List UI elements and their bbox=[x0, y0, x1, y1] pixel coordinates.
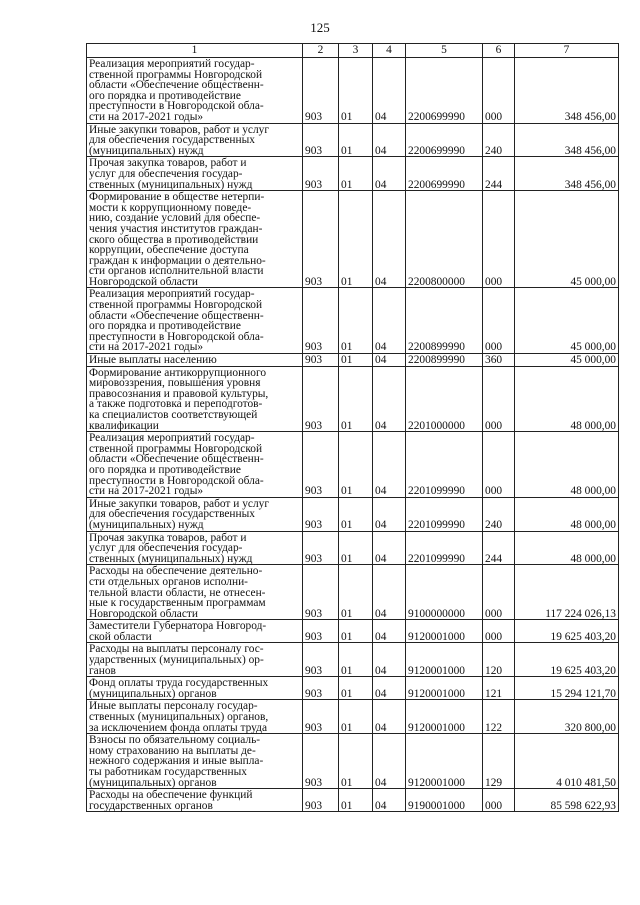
row-code-subsection: 04 bbox=[373, 620, 406, 643]
row-code-section: 01 bbox=[339, 432, 373, 498]
row-name: Реализация мероприятий государ- ственной программы Новгородской области «Обеспечение общественн- ого порядка и противодействие преступности в Новгородской обла- сти на 2017-2021 годы» bbox=[87, 58, 303, 124]
row-code-admin: 903 bbox=[303, 700, 339, 734]
table-row bbox=[87, 643, 619, 677]
row-code-subsection: 04 bbox=[373, 157, 406, 191]
row-code-admin: 903 bbox=[303, 123, 339, 157]
row-code-type: 244 bbox=[483, 157, 515, 191]
row-code-admin: 903 bbox=[303, 354, 339, 367]
table-row bbox=[87, 789, 619, 812]
table-row bbox=[87, 354, 619, 367]
row-name: Иные выплаты населению bbox=[87, 354, 303, 367]
row-name: Расходы на обеспечение деятельно- сти отдельных органов исполни- тельной власти области, не отнесен- ные к государственным программам Новгородской области bbox=[87, 565, 303, 620]
row-code-subsection: 04 bbox=[373, 58, 406, 124]
row-code-section: 01 bbox=[339, 643, 373, 677]
row-code-target: 2200699990 bbox=[406, 123, 483, 157]
row-code-subsection: 04 bbox=[373, 677, 406, 700]
row-name: Иные закупки товаров, работ и услуг для обеспечения государственных (муниципальных) нужд bbox=[87, 123, 303, 157]
row-amount: 45 000,00 bbox=[515, 288, 619, 354]
header-col-7: 7 bbox=[515, 44, 619, 58]
row-code-admin: 903 bbox=[303, 432, 339, 498]
row-amount: 348 456,00 bbox=[515, 157, 619, 191]
row-code-section: 01 bbox=[339, 157, 373, 191]
row-code-type: 000 bbox=[483, 191, 515, 288]
table-row bbox=[87, 677, 619, 700]
row-code-subsection: 04 bbox=[373, 366, 406, 432]
row-code-section: 01 bbox=[339, 531, 373, 565]
row-code-target: 2200699990 bbox=[406, 58, 483, 124]
row-code-subsection: 04 bbox=[373, 565, 406, 620]
row-code-subsection: 04 bbox=[373, 354, 406, 367]
row-code-type: 000 bbox=[483, 366, 515, 432]
row-name: Расходы на обеспечение функций государственных органов bbox=[87, 789, 303, 812]
row-amount: 348 456,00 bbox=[515, 58, 619, 124]
row-code-section: 01 bbox=[339, 677, 373, 700]
row-code-target: 9120001000 bbox=[406, 700, 483, 734]
row-name: Взносы по обязательному социаль- ному страхованию на выплаты де- нежного содержания и иные выпла- ты работникам государственных (муниципальных) органов bbox=[87, 734, 303, 789]
row-code-section: 01 bbox=[339, 700, 373, 734]
row-code-admin: 903 bbox=[303, 58, 339, 124]
table-row bbox=[87, 565, 619, 620]
row-code-section: 01 bbox=[339, 789, 373, 812]
row-amount: 348 456,00 bbox=[515, 123, 619, 157]
row-code-subsection: 04 bbox=[373, 734, 406, 789]
row-code-target: 2201099990 bbox=[406, 432, 483, 498]
row-amount: 48 000,00 bbox=[515, 432, 619, 498]
row-name: Иные выплаты персоналу государ- ственных (муниципальных) органов, за исключением фонда оплаты труда bbox=[87, 700, 303, 734]
row-amount: 117 224 026,13 bbox=[515, 565, 619, 620]
row-code-target: 2200699990 bbox=[406, 157, 483, 191]
row-code-admin: 903 bbox=[303, 643, 339, 677]
row-code-admin: 903 bbox=[303, 734, 339, 789]
row-code-subsection: 04 bbox=[373, 531, 406, 565]
row-amount: 15 294 121,70 bbox=[515, 677, 619, 700]
row-code-target: 9120001000 bbox=[406, 734, 483, 789]
row-amount: 19 625 403,20 bbox=[515, 643, 619, 677]
row-name: Иные закупки товаров, работ и услуг для обеспечения государственных (муниципальных) нужд bbox=[87, 497, 303, 531]
row-code-admin: 903 bbox=[303, 157, 339, 191]
row-code-admin: 903 bbox=[303, 531, 339, 565]
row-amount: 45 000,00 bbox=[515, 354, 619, 367]
row-code-admin: 903 bbox=[303, 677, 339, 700]
row-name: Фонд оплаты труда государственных (муниципальных) органов bbox=[87, 677, 303, 700]
row-code-type: 244 bbox=[483, 531, 515, 565]
row-code-target: 2201099990 bbox=[406, 531, 483, 565]
row-code-section: 01 bbox=[339, 620, 373, 643]
row-code-target: 9100000000 bbox=[406, 565, 483, 620]
table-row bbox=[87, 58, 619, 124]
row-code-type: 120 bbox=[483, 643, 515, 677]
row-code-type: 000 bbox=[483, 620, 515, 643]
table-row bbox=[87, 123, 619, 157]
row-code-subsection: 04 bbox=[373, 288, 406, 354]
row-code-type: 122 bbox=[483, 700, 515, 734]
row-code-section: 01 bbox=[339, 354, 373, 367]
row-code-target: 2201099990 bbox=[406, 497, 483, 531]
row-code-admin: 903 bbox=[303, 366, 339, 432]
row-code-section: 01 bbox=[339, 288, 373, 354]
row-amount: 4 010 481,50 bbox=[515, 734, 619, 789]
row-name: Прочая закупка товаров, работ и услуг для обеспечения государ- ственных (муниципальных) нужд bbox=[87, 157, 303, 191]
row-code-subsection: 04 bbox=[373, 191, 406, 288]
table-row bbox=[87, 432, 619, 498]
row-code-target: 9120001000 bbox=[406, 620, 483, 643]
row-code-admin: 903 bbox=[303, 288, 339, 354]
table-row bbox=[87, 734, 619, 789]
header-col-4: 4 bbox=[373, 44, 406, 58]
row-amount: 45 000,00 bbox=[515, 191, 619, 288]
budget-table bbox=[86, 43, 619, 812]
row-code-type: 360 bbox=[483, 354, 515, 367]
row-code-section: 01 bbox=[339, 497, 373, 531]
header-col-6: 6 bbox=[483, 44, 515, 58]
header-col-5: 5 bbox=[406, 44, 483, 58]
row-name: Формирование антикоррупционного мировоззрения, повышения уровня правосознания и правовой культуры, а также подготовка и переподготов- ка специалистов соответствующей квалификации bbox=[87, 366, 303, 432]
row-amount: 19 625 403,20 bbox=[515, 620, 619, 643]
row-code-target: 2201000000 bbox=[406, 366, 483, 432]
row-code-type: 000 bbox=[483, 432, 515, 498]
header-col-1: 1 bbox=[87, 44, 303, 58]
row-name: Реализация мероприятий государ- ственной программы Новгородской области «Обеспечение общественн- ого порядка и противодействие преступности в Новгородской обла- сти на 2017-2021 годы» bbox=[87, 288, 303, 354]
row-amount: 48 000,00 bbox=[515, 531, 619, 565]
row-code-target: 2200899990 bbox=[406, 288, 483, 354]
row-code-section: 01 bbox=[339, 366, 373, 432]
row-code-type: 121 bbox=[483, 677, 515, 700]
row-code-target: 2200899990 bbox=[406, 354, 483, 367]
row-code-admin: 903 bbox=[303, 191, 339, 288]
row-name: Расходы на выплаты персоналу гос- ударственных (муниципальных) ор- ганов bbox=[87, 643, 303, 677]
header-row bbox=[87, 44, 619, 58]
row-code-type: 000 bbox=[483, 58, 515, 124]
row-code-type: 240 bbox=[483, 497, 515, 531]
row-amount: 48 000,00 bbox=[515, 497, 619, 531]
row-code-target: 9120001000 bbox=[406, 643, 483, 677]
table-row bbox=[87, 531, 619, 565]
row-code-admin: 903 bbox=[303, 789, 339, 812]
table-row bbox=[87, 366, 619, 432]
row-amount: 320 800,00 bbox=[515, 700, 619, 734]
row-code-section: 01 bbox=[339, 123, 373, 157]
row-code-type: 000 bbox=[483, 565, 515, 620]
row-name: Формирование в обществе нетерпи- мости к коррупционному поведе- нию, создание условий для обеспе- чения участия институтов граждан- ского общества в противодействии коррупции, обеспечение доступа граждан к информации о деятельно- сти органов исполнительной власти Новгородской области bbox=[87, 191, 303, 288]
row-code-subsection: 04 bbox=[373, 643, 406, 677]
row-code-type: 240 bbox=[483, 123, 515, 157]
table-row bbox=[87, 497, 619, 531]
header-col-3: 3 bbox=[339, 44, 373, 58]
row-name: Прочая закупка товаров, работ и услуг для обеспечения государ- ственных (муниципальных) нужд bbox=[87, 531, 303, 565]
row-code-admin: 903 bbox=[303, 565, 339, 620]
table-row bbox=[87, 288, 619, 354]
row-name: Реализация мероприятий государ- ственной программы Новгородской области «Обеспечение общественн- ого порядка и противодействие преступности в Новгородской обла- сти на 2017-2021 годы» bbox=[87, 432, 303, 498]
row-name: Заместители Губернатора Новгород- ской области bbox=[87, 620, 303, 643]
row-code-subsection: 04 bbox=[373, 700, 406, 734]
row-code-target: 9120001000 bbox=[406, 677, 483, 700]
table-row bbox=[87, 157, 619, 191]
row-code-subsection: 04 bbox=[373, 432, 406, 498]
row-code-type: 000 bbox=[483, 789, 515, 812]
row-code-section: 01 bbox=[339, 565, 373, 620]
table-row bbox=[87, 191, 619, 288]
row-code-subsection: 04 bbox=[373, 497, 406, 531]
row-code-admin: 903 bbox=[303, 620, 339, 643]
table-row bbox=[87, 700, 619, 734]
row-code-admin: 903 bbox=[303, 497, 339, 531]
row-code-type: 000 bbox=[483, 288, 515, 354]
table-row bbox=[87, 620, 619, 643]
page-number: 125 bbox=[310, 20, 330, 35]
row-code-target: 2200800000 bbox=[406, 191, 483, 288]
row-code-subsection: 04 bbox=[373, 789, 406, 812]
row-code-section: 01 bbox=[339, 734, 373, 789]
row-amount: 85 598 622,93 bbox=[515, 789, 619, 812]
row-amount: 48 000,00 bbox=[515, 366, 619, 432]
row-code-section: 01 bbox=[339, 191, 373, 288]
row-code-section: 01 bbox=[339, 58, 373, 124]
header-col-2: 2 bbox=[303, 44, 339, 58]
row-code-type: 129 bbox=[483, 734, 515, 789]
row-code-subsection: 04 bbox=[373, 123, 406, 157]
row-code-target: 9190001000 bbox=[406, 789, 483, 812]
